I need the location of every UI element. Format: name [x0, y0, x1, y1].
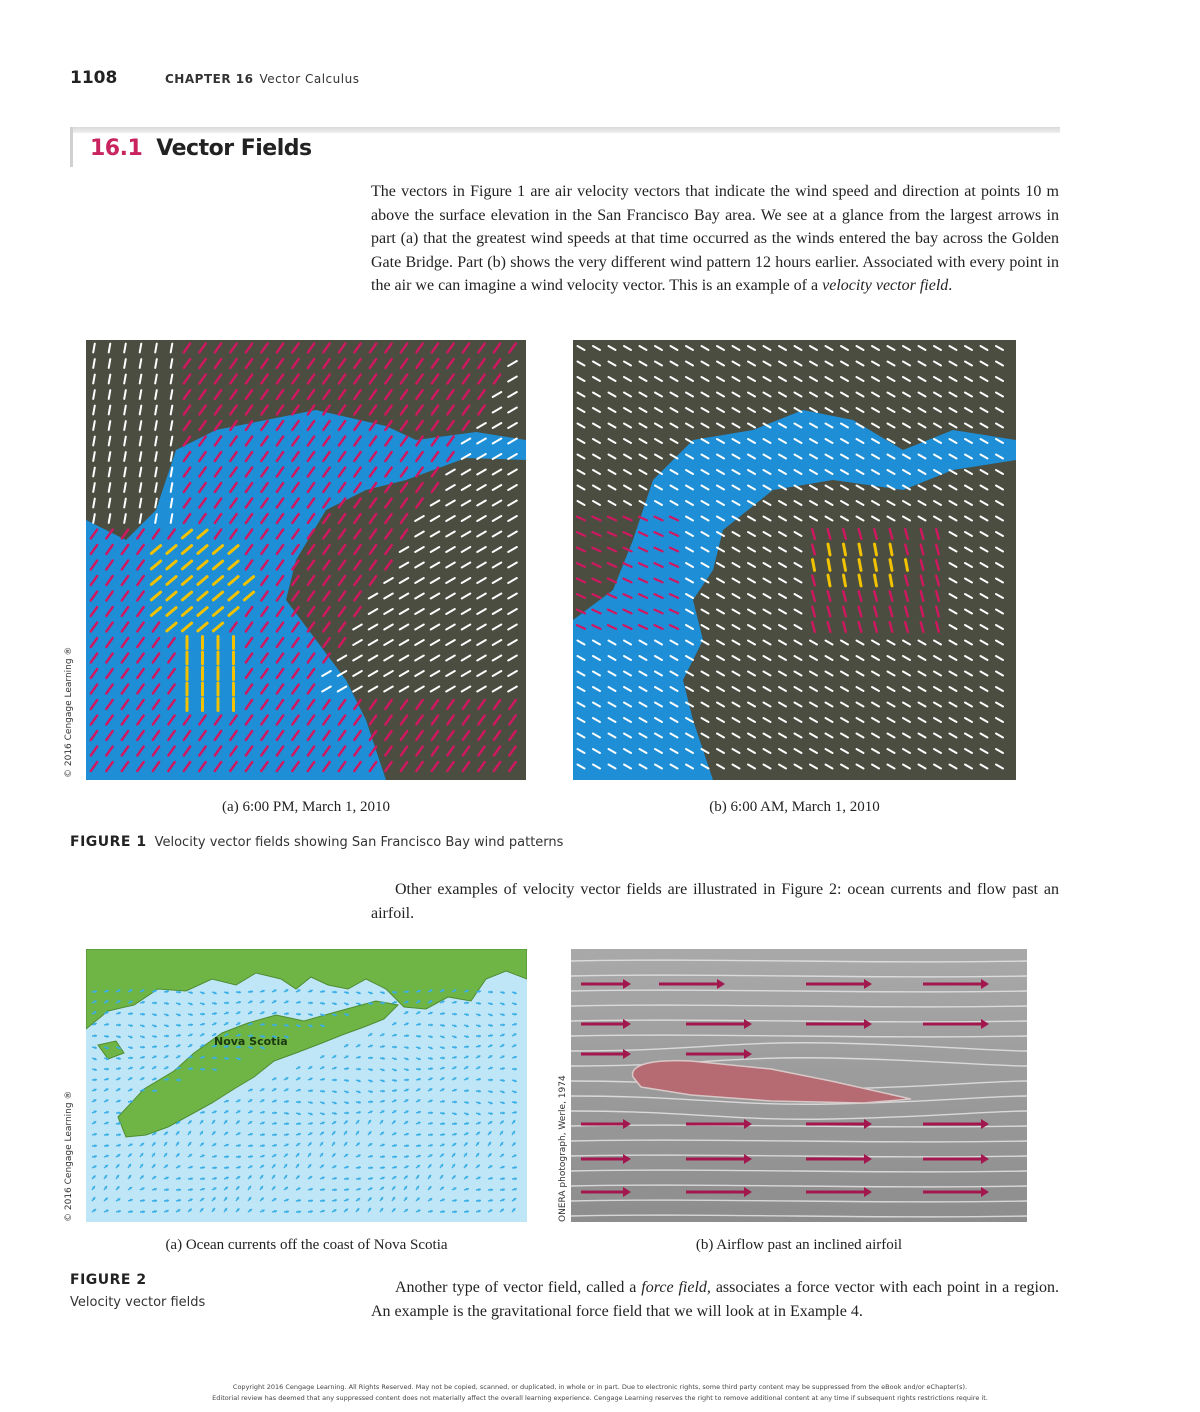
paragraph-3-emphasis: force field, [641, 1279, 711, 1296]
paragraph-1-emphasis: velocity vector field [822, 277, 949, 294]
figure1a-subcaption: (a) 6:00 PM, March 1, 2010 [222, 799, 390, 815]
copyright-line-2: Editorial review has deemed that any suppressed content does not materially affect the overall learning experience. Cengage Learning reserves the right to remove additional content at any time if subsequent rights restrictions require it. [212, 1394, 988, 1402]
wind-vector [813, 560, 815, 571]
wind-vector [859, 575, 861, 586]
paragraph-1 [371, 180, 1059, 298]
paragraph-3 [371, 1276, 1059, 1323]
section-number: 16.1 [90, 136, 143, 161]
wind-vector [828, 560, 830, 571]
wind-vector [828, 575, 830, 586]
paragraph-1-text: The vectors in Figure 1 are air velocity vectors that indicate the wind speed and direction at points 10 m above the surface elevation in the San Francisco Bay area. We see at a glance from the largest arrows in part (a) that the greatest wind speeds at that time occurred as the winds entered the bay across the Golden Gate Bridge. Part (b) shows the very different wind pattern 12 hours earlier. Associated with every point in the air we can imagine a wind velocity vector. This is an example of a [371, 183, 1059, 294]
figure2b-credit: ONERA photograph, Werle, 1974 [558, 1075, 568, 1222]
figure1b-wind-field [573, 340, 1016, 780]
figure2b-subcaption: (b) Airflow past an inclined airfoil [695, 1237, 903, 1253]
wind-vector [859, 544, 861, 555]
wind-vector [859, 560, 861, 571]
chapter-title: Vector Calculus [259, 72, 360, 86]
wind-vector [844, 575, 846, 586]
figure1-caption [70, 833, 563, 851]
wind-vector [875, 575, 877, 586]
page-number: 1108 [70, 68, 118, 88]
wind-vector [906, 560, 908, 571]
wind-vector [844, 560, 846, 571]
paragraph-3-text-a: Another type of vector field, called a [395, 1279, 642, 1296]
paragraph-3-text-b: associates a force vector with each point in a region. An example is the gravitational force field that we will look at in Example 4. [371, 1279, 1060, 1320]
wind-vector [828, 544, 830, 555]
section-title: Vector Fields [156, 136, 312, 161]
nova-scotia-map-label: Nova Scotia [214, 1035, 288, 1048]
figure2-caption: Velocity vector fields [70, 1295, 206, 1310]
chapter-label: CHAPTER 16 [165, 72, 254, 86]
wind-vector [875, 544, 877, 555]
figure2a-ocean-currents [86, 949, 527, 1222]
figure2a-credit: © 2016 Cengage Learning ® [64, 1090, 74, 1222]
figure1-caption-text: Velocity vector fields showing San Francisco Bay wind patterns [154, 835, 564, 850]
figure2-label: FIGURE 2 [70, 1272, 147, 1288]
wind-vector [890, 544, 892, 555]
figure1-label: FIGURE 1 [70, 834, 147, 850]
wind-vector [844, 544, 846, 555]
section-rule [70, 127, 1060, 133]
running-header [165, 72, 359, 86]
section-heading [90, 136, 312, 161]
wind-vector [875, 560, 877, 571]
figure1b-subcaption: (b) 6:00 AM, March 1, 2010 [709, 799, 880, 815]
figure1a-wind-field [86, 340, 526, 780]
figure1-credit: © 2016 Cengage Learning ® [64, 646, 74, 778]
paragraph-1-end: . [948, 277, 953, 294]
section-rule-left [70, 127, 73, 167]
copyright-line-1: Copyright 2016 Cengage Learning. All Rights Reserved. May not be copied, scanned, or duplicated, in whole or in part. Due to electronic rights, some third party content may be suppressed from the eBook and/or eChapter(s). [232, 1383, 968, 1391]
figure2b-airflow [571, 949, 1027, 1222]
wind-vector [890, 575, 892, 586]
wind-vector [890, 560, 892, 571]
paragraph-2: Other examples of velocity vector fields are illustrated in Figure 2: ocean currents and flow past an airfoil. [371, 881, 1059, 922]
figure2a-subcaption: (a) Ocean currents off the coast of Nova Scotia [165, 1237, 448, 1253]
